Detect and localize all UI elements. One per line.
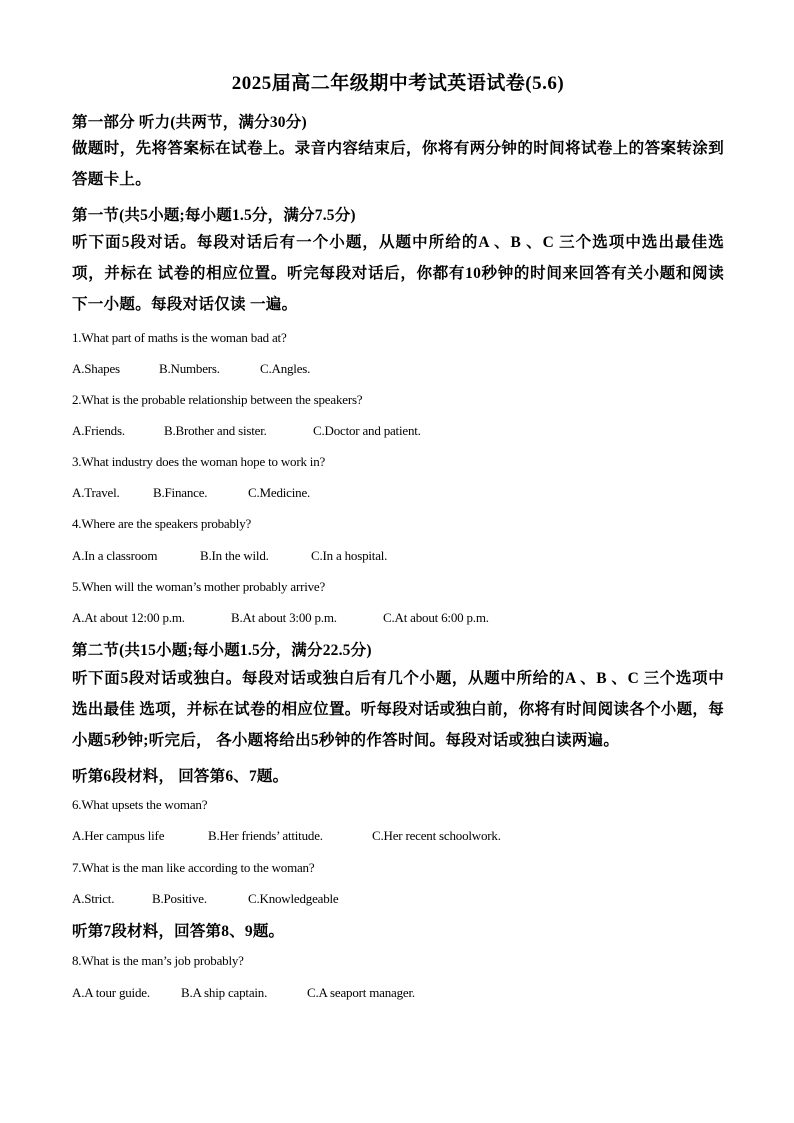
option-a: A.Travel. — [72, 485, 120, 500]
option-c: C.Medicine. — [248, 485, 311, 500]
option-b: B.A ship captain. — [181, 985, 268, 1000]
question-stem: 3.What industry does the woman hope to work in? — [72, 454, 326, 469]
section1-heading: 第一节(共5小题;每小题1.5分，满分7.5分) — [72, 207, 356, 224]
option-a: A.A tour guide. — [72, 985, 150, 1000]
option-b: B.Brother and sister. — [164, 423, 267, 438]
option-b: B.In the wild. — [200, 548, 269, 563]
option-c: C.A seaport manager. — [307, 985, 415, 1000]
option-a: A.At about 12:00 p.m. — [72, 610, 185, 625]
material-6-heading: 听第6段材料， 回答第6、7题。 — [72, 768, 289, 785]
question-stem: 7.What is the man like according to the woman? — [72, 860, 315, 875]
question-stem: 4.Where are the speakers probably? — [72, 516, 252, 531]
option-c: C.Angles. — [260, 361, 311, 376]
option-a: A.In a classroom — [72, 548, 158, 563]
part1-instructions: 做题时，先将答案标在试卷上。录音内容结束后，你将有两分钟的时间将试卷上的答案转涂到答题卡上。 — [72, 140, 724, 188]
option-c: C.Her recent schoolwork. — [372, 828, 501, 843]
option-b: B.At about 3:00 p.m. — [231, 610, 337, 625]
option-b: B.Numbers. — [159, 361, 220, 376]
question-stem: 1.What part of maths is the woman bad at? — [72, 330, 287, 345]
option-c: C.Doctor and patient. — [313, 423, 421, 438]
question-stem: 6.What upsets the woman? — [72, 797, 208, 812]
option-a: A.Friends. — [72, 423, 125, 438]
question-stem: 2.What is the probable relationship between the speakers? — [72, 392, 363, 407]
question-stem: 8.What is the man’s job probably? — [72, 953, 244, 968]
section1-instructions: 听下面5段对话。每段对话后有一个小题，从题中所给的A 、B 、C 三个选项中选出最佳选项，并标在 试卷的相应位置。听完每段对话后，你都有10秒钟的时间来回答有关小题和阅读下一小题。每段对话仅读 一遍。 — [72, 234, 724, 313]
exam-title: 2025届高二年级期中考试英语试卷(5.6) — [231, 73, 565, 94]
option-c: C.Knowledgeable — [248, 891, 339, 906]
part1-heading: 第一部分 听力(共两节，满分30分) — [72, 114, 307, 131]
option-c: C.In a hospital. — [311, 548, 388, 563]
option-c: C.At about 6:00 p.m. — [383, 610, 489, 625]
option-a: A.Her campus life — [72, 828, 165, 843]
option-a: A.Strict. — [72, 891, 115, 906]
option-a: A.Shapes — [72, 361, 120, 376]
option-b: B.Her friends’ attitude. — [208, 828, 323, 843]
option-b: B.Finance. — [153, 485, 208, 500]
material-7-heading: 听第7段材料，回答第8、9题。 — [72, 923, 285, 940]
section2-instructions: 听下面5段对话或独白。每段对话或独白后有几个小题，从题中所给的A 、B 、C 三个选项中选出最佳 选项，并标在试卷的相应位置。听每段对话或独白前，你将有时间阅读各个小题，每小题5秒钟;听完后， 各小题将给出5秒钟的作答时间。每段对话或独白读两遍。 — [72, 670, 724, 749]
option-b: B.Positive. — [152, 891, 207, 906]
section2-heading: 第二节(共15小题;每小题1.5分，满分22.5分) — [72, 642, 372, 659]
question-stem: 5.When will the woman’s mother probably arrive? — [72, 579, 326, 594]
